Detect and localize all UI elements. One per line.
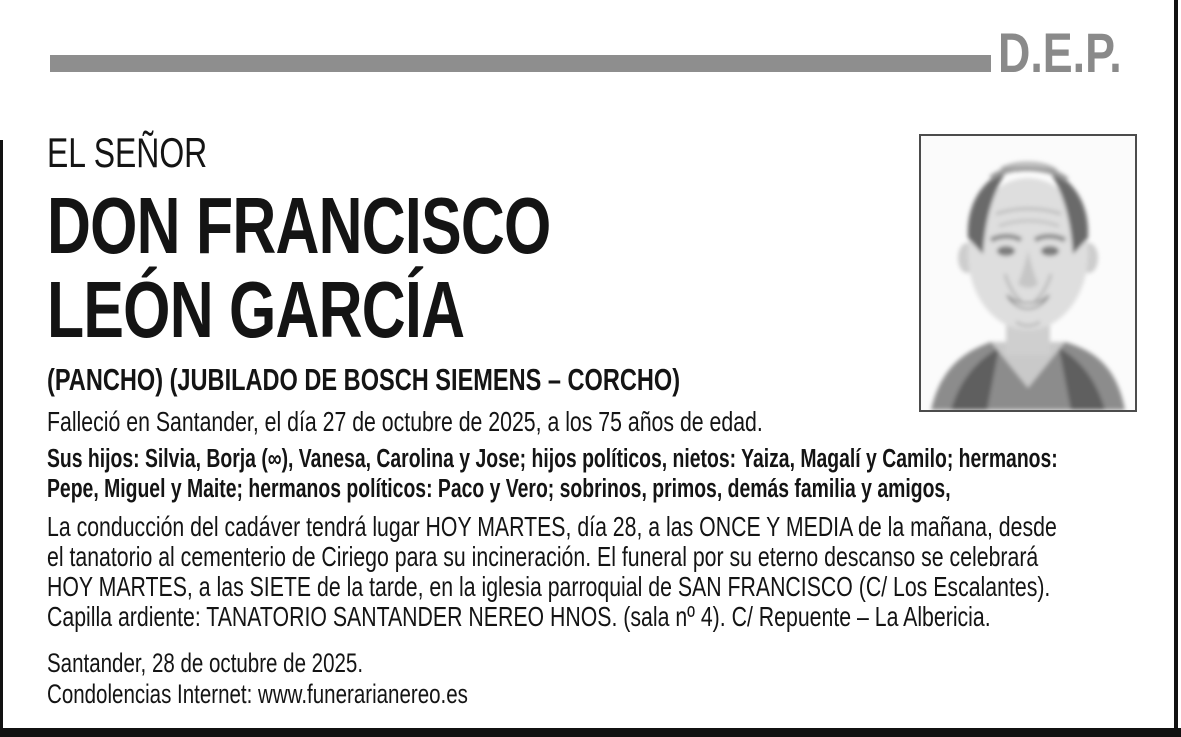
family-line-1: Sus hijos: Silvia, Borja (∞), Vanesa, Carolina y Jose; hijos políticos, nietos: Yaiza, Magalí y Camilo; hermanos: — [47, 445, 1058, 473]
condolences-line: Condolencias Internet: www.funerarianereo.es — [47, 679, 468, 709]
funeral-details-line-2: el tanatorio al cementerio de Ciriego para su incineración. El funeral por su eterno descanso se celebrará — [47, 541, 1039, 572]
scan-edge-left — [0, 140, 3, 737]
family-line-2: Pepe, Miguel y Maite; hermanos políticos: Paco y Vero; sobrinos, primos, demás familia y amigos, — [47, 475, 951, 503]
death-announcement: Falleció en Santander, el día 27 de octubre de 2025, a los 75 años de edad. — [47, 406, 763, 437]
honorific: EL SEÑOR — [47, 129, 208, 176]
family-paragraph — [47, 444, 1181, 504]
scan-edge-right — [1174, 0, 1178, 737]
notice-body — [47, 130, 1181, 710]
notice-footer — [47, 648, 1181, 710]
funeral-details-line-3: HOY MARTES, a las SIETE de la tarde, en la iglesia parroquial de SAN FRANCISCO (C/ Los Escalantes). — [47, 571, 1051, 602]
funeral-details-line-1: La conducción del cadáver tendrá lugar HOY MARTES, día 28, a las ONCE Y MEDIA de la mañana, desde — [47, 511, 1057, 542]
deceased-name-line-1: DON FRANCISCO — [47, 181, 551, 270]
deceased-name — [47, 181, 1181, 354]
nickname-line: (PANCHO) (JUBILADO DE BOSCH SIEMENS – CORCHO) — [47, 362, 681, 397]
scan-edge-bottom — [0, 728, 1181, 737]
deceased-name-line-2: LEÓN GARCÍA — [47, 265, 465, 354]
dep-initials: D.E.P. — [998, 21, 1122, 84]
funeral-details-line-4: Capilla ardiente: TANATORIO SANTANDER NEREO HNOS. (sala nº 4). C/ Repuente – La Albericia. — [47, 601, 991, 632]
dateline: Santander, 28 de octubre de 2025. — [47, 648, 364, 678]
header-rule — [50, 55, 991, 72]
funeral-details-paragraph — [47, 512, 1181, 632]
